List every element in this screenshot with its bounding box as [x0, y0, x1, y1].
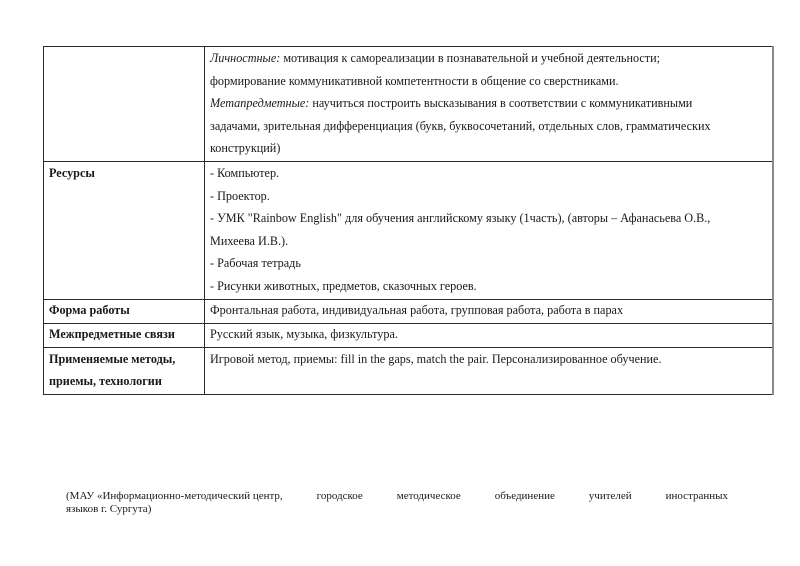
footer-word: городское [316, 490, 363, 502]
footer-word: иностранных [665, 490, 728, 502]
table-row-work-form [44, 300, 774, 324]
footer-word: (МАУ «Информационно-методический центр, [66, 490, 283, 502]
personal-text-2: формирование коммуникативной компетентности в общение со сверстниками. [210, 73, 619, 88]
lesson-plan-table [43, 46, 774, 395]
resource-item: - УМК "Rainbow English" для обучения английскому языку (1часть), (авторы – Афанасьева О.В., [210, 211, 711, 226]
footer-word: методическое [396, 490, 461, 502]
table-row-interdisciplinary [44, 324, 774, 348]
footer-line-2: языков г. Сургута) [66, 503, 152, 515]
competence-label-cell [44, 47, 205, 162]
personal-label: Личностные: [210, 51, 281, 65]
meta-line-1 [210, 92, 767, 115]
work-form-label: Форма работы [44, 300, 205, 324]
resource-item: - Рабочая тетрадь [210, 256, 301, 271]
resource-item: - Компьютер. [210, 166, 280, 180]
methods-label-2: приемы, технологии [49, 374, 162, 388]
methods-label-1: Применяемые методы, [49, 352, 176, 366]
resources-value-cell [205, 162, 774, 300]
personal-text-1: мотивация к самореализации в познавательной и учебной деятельности; [280, 51, 661, 65]
footer-word: объединение [494, 490, 555, 502]
interdisciplinary-label: Межпредметные связи [44, 324, 205, 348]
footer-line-1 [66, 490, 728, 503]
methods-label-cell [44, 348, 205, 395]
meta-text-2: задачами, зрительная дифференциация (букв, буквосочетаний, отдельных слов, грамматических [210, 118, 711, 133]
resource-item: - Проектор. [210, 188, 270, 203]
work-form-value: Фронтальная работа, индивидуальная работа, групповая работа, работа в парах [205, 300, 774, 324]
resource-item: Михеева И.В.). [210, 233, 289, 248]
table-row-methods [44, 348, 774, 395]
table-row-competence [44, 47, 774, 162]
table-row-resources [44, 162, 774, 300]
methods-value: Игровой метод, приемы: fill in the gaps, match the pair. Персонализированное обучение. [205, 348, 774, 395]
resource-item: - Рисунки животных, предметов, сказочных героев. [210, 278, 477, 293]
footer-note [66, 490, 728, 516]
meta-text-1: научиться построить высказывания в соответствии с коммуникативными [309, 96, 693, 111]
meta-label: Метапредметные: [210, 96, 310, 111]
meta-text-3: конструкций) [210, 141, 281, 156]
footer-word: учителей [588, 490, 632, 502]
personal-line-1 [210, 47, 767, 70]
competence-value-cell [205, 47, 774, 162]
resources-label: Ресурсы [44, 162, 205, 300]
interdisciplinary-value: Русский язык, музыка, физкультура. [205, 324, 774, 348]
